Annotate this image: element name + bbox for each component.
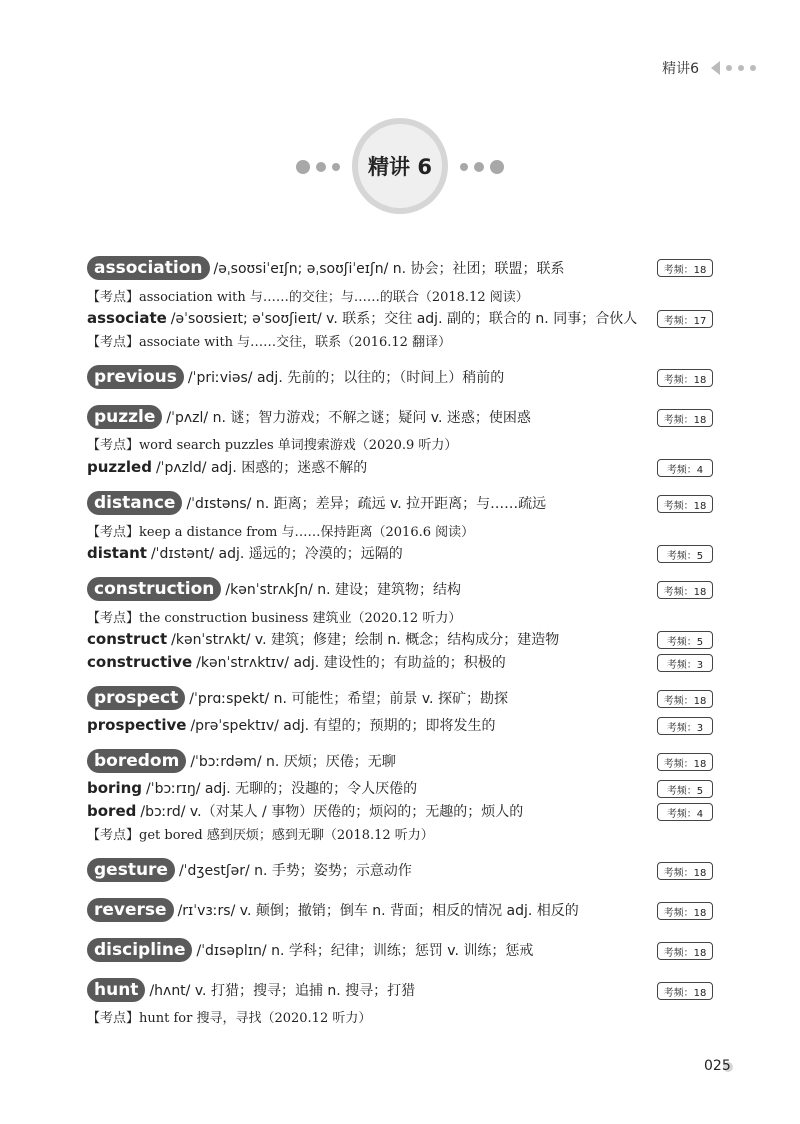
frequency-badge: 考频：17 (657, 310, 713, 328)
dot-icon (460, 163, 468, 171)
entry-prospective (87, 714, 496, 736)
entry-gesture (87, 857, 412, 883)
definition: /hʌnt/ v. 打猎；搜寻；追捕 n. 搜寻；打猎 (149, 983, 416, 999)
dot-icon (332, 163, 340, 171)
definition: /ˈdɪstəns/ n. 距离；差异；疏远 v. 拉开距离；与……疏远 (186, 496, 547, 512)
entry-previous (87, 364, 504, 390)
definition: /kənˈstrʌkʃn/ n. 建设；建筑物；结构 (225, 582, 462, 598)
definition: /əˌsoʊsiˈeɪʃn; əˌsoʊʃiˈeɪʃn/ n. 协会；社团；联盟；联系 (213, 261, 565, 277)
definition: /ˈpʌzld/ adj. 困惑的；迷惑不解的 (155, 460, 368, 476)
triangle-icon (711, 61, 720, 75)
definition: /ˈdɪsəplɪn/ n. 学科；纪律；训练；惩罚 v. 训练；惩戒 (196, 943, 534, 959)
entry-distance (87, 490, 546, 516)
entry-bored (87, 800, 523, 822)
frequency-badge: 考频：18 (657, 690, 713, 708)
dot-icon (490, 160, 504, 174)
frequency-badge: 考频：18 (657, 942, 713, 960)
headword: reverse (87, 898, 174, 922)
definition: /ˈpriːviəs/ adj. 先前的；以往的；（时间上）稍前的 (187, 370, 505, 386)
frequency-badge: 考频：5 (657, 545, 713, 563)
page-number: 025 (704, 1058, 731, 1074)
entry-discipline (87, 937, 533, 963)
definition: /kənˈstrʌkt/ v. 建筑；修建；绘制 n. 概念；结构成分；建造物 (171, 632, 560, 648)
entry-prospect (87, 685, 508, 711)
headword: hunt (87, 978, 145, 1002)
definition: /əˈsoʊsieɪt; əˈsoʊʃieɪt/ v. 联系；交往 adj. 副的；联合的 n. 同事；合伙人 (170, 311, 638, 327)
section-label: 精讲6 (662, 61, 699, 77)
headword: previous (87, 365, 184, 389)
entry-constructive (87, 651, 506, 673)
kaodian-note: 【考点】association with 与……的交往；与……的联合（2018.12 阅读） (87, 289, 529, 305)
entry-associate (87, 307, 637, 329)
entry-construction (87, 576, 461, 602)
dot-icon (750, 65, 756, 71)
kaodian-note: 【考点】get bored 感到厌烦；感到无聊（2018.12 听力） (87, 827, 434, 843)
definition: /ˈbɔːrdəm/ n. 厌烦；厌倦；无聊 (190, 754, 396, 770)
frequency-badge: 考频：18 (657, 409, 713, 427)
entry-reverse (87, 897, 579, 923)
definition: /rɪˈvɜːrs/ v. 颠倒；撤销；倒车 n. 背面；相反的情况 adj. 相反的 (177, 903, 579, 919)
entry-construct (87, 628, 559, 650)
frequency-badge: 考频：18 (657, 259, 713, 277)
subword: bored (87, 802, 137, 820)
kaodian-note: 【考点】word search puzzles 单词搜索游戏（2020.9 听力） (87, 437, 458, 453)
title-circle-inner (358, 124, 442, 208)
frequency-badge: 考频：18 (657, 902, 713, 920)
page-title: 精讲 6 (368, 155, 432, 179)
frequency-badge: 考频：5 (657, 780, 713, 798)
entry-boring (87, 777, 417, 799)
subword: prospective (87, 716, 187, 734)
kaodian-note: 【考点】keep a distance from 与……保持距离（2016.6 阅读） (87, 524, 475, 540)
headword: boredom (87, 749, 186, 773)
entry-puzzled (87, 456, 367, 478)
subword: puzzled (87, 458, 152, 476)
definition: /ˈdɪstənt/ adj. 遥远的；冷漠的；远隔的 (150, 546, 403, 562)
definition: /ˈprɑːspekt/ n. 可能性；希望；前景 v. 探矿；勘探 (189, 691, 508, 707)
definition: /kənˈstrʌktɪv/ adj. 建设性的；有助益的；积极的 (196, 655, 506, 671)
definition: /bɔːrd/ v.（对某人 / 事物）厌倦的；烦闷的；无趣的；烦人的 (140, 804, 524, 820)
subword: boring (87, 779, 142, 797)
headword: association (87, 256, 210, 280)
dot-icon (726, 65, 732, 71)
frequency-badge: 考频：18 (657, 982, 713, 1000)
running-header (662, 58, 756, 78)
definition: /ˈdʒestʃər/ n. 手势；姿势；示意动作 (178, 863, 412, 879)
definition: /ˈpʌzl/ n. 谜；智力游戏；不解之谜；疑问 v. 迷惑；使困惑 (166, 410, 531, 426)
dot-icon (296, 160, 310, 174)
entry-puzzle (87, 404, 531, 430)
headword: discipline (87, 938, 192, 962)
definition: /prəˈspektɪv/ adj. 有望的；预期的；即将发生的 (190, 718, 496, 734)
headword: distance (87, 491, 182, 515)
title-medallion (0, 118, 800, 218)
subword: construct (87, 630, 168, 648)
headword: prospect (87, 686, 185, 710)
headword: gesture (87, 858, 175, 882)
entry-association (87, 255, 565, 281)
frequency-badge: 考频：5 (657, 631, 713, 649)
kaodian-note: 【考点】associate with 与……交往，联系（2016.12 翻译） (87, 334, 452, 350)
subword: associate (87, 309, 167, 327)
headword: puzzle (87, 405, 162, 429)
frequency-badge: 考频：3 (657, 654, 713, 672)
kaodian-note: 【考点】hunt for 搜寻，寻找（2020.12 听力） (87, 1010, 372, 1026)
subword: distant (87, 544, 147, 562)
frequency-badge: 考频：3 (657, 717, 713, 735)
headword: construction (87, 577, 221, 601)
dot-icon (738, 65, 744, 71)
frequency-badge: 考频：18 (657, 581, 713, 599)
frequency-badge: 考频：4 (657, 803, 713, 821)
subword: constructive (87, 653, 193, 671)
dot-icon (474, 162, 484, 172)
dot-icon (316, 162, 326, 172)
frequency-badge: 考频：18 (657, 753, 713, 771)
frequency-badge: 考频：4 (657, 459, 713, 477)
kaodian-note: 【考点】the construction business 建筑业（2020.12 听力） (87, 610, 462, 626)
definition: /ˈbɔːrɪŋ/ adj. 无聊的；没趣的；令人厌倦的 (146, 781, 418, 797)
frequency-badge: 考频：18 (657, 495, 713, 513)
entry-boredom (87, 748, 396, 774)
frequency-badge: 考频：18 (657, 369, 713, 387)
frequency-badge: 考频：18 (657, 862, 713, 880)
entry-distant (87, 542, 403, 564)
entry-hunt (87, 977, 415, 1003)
